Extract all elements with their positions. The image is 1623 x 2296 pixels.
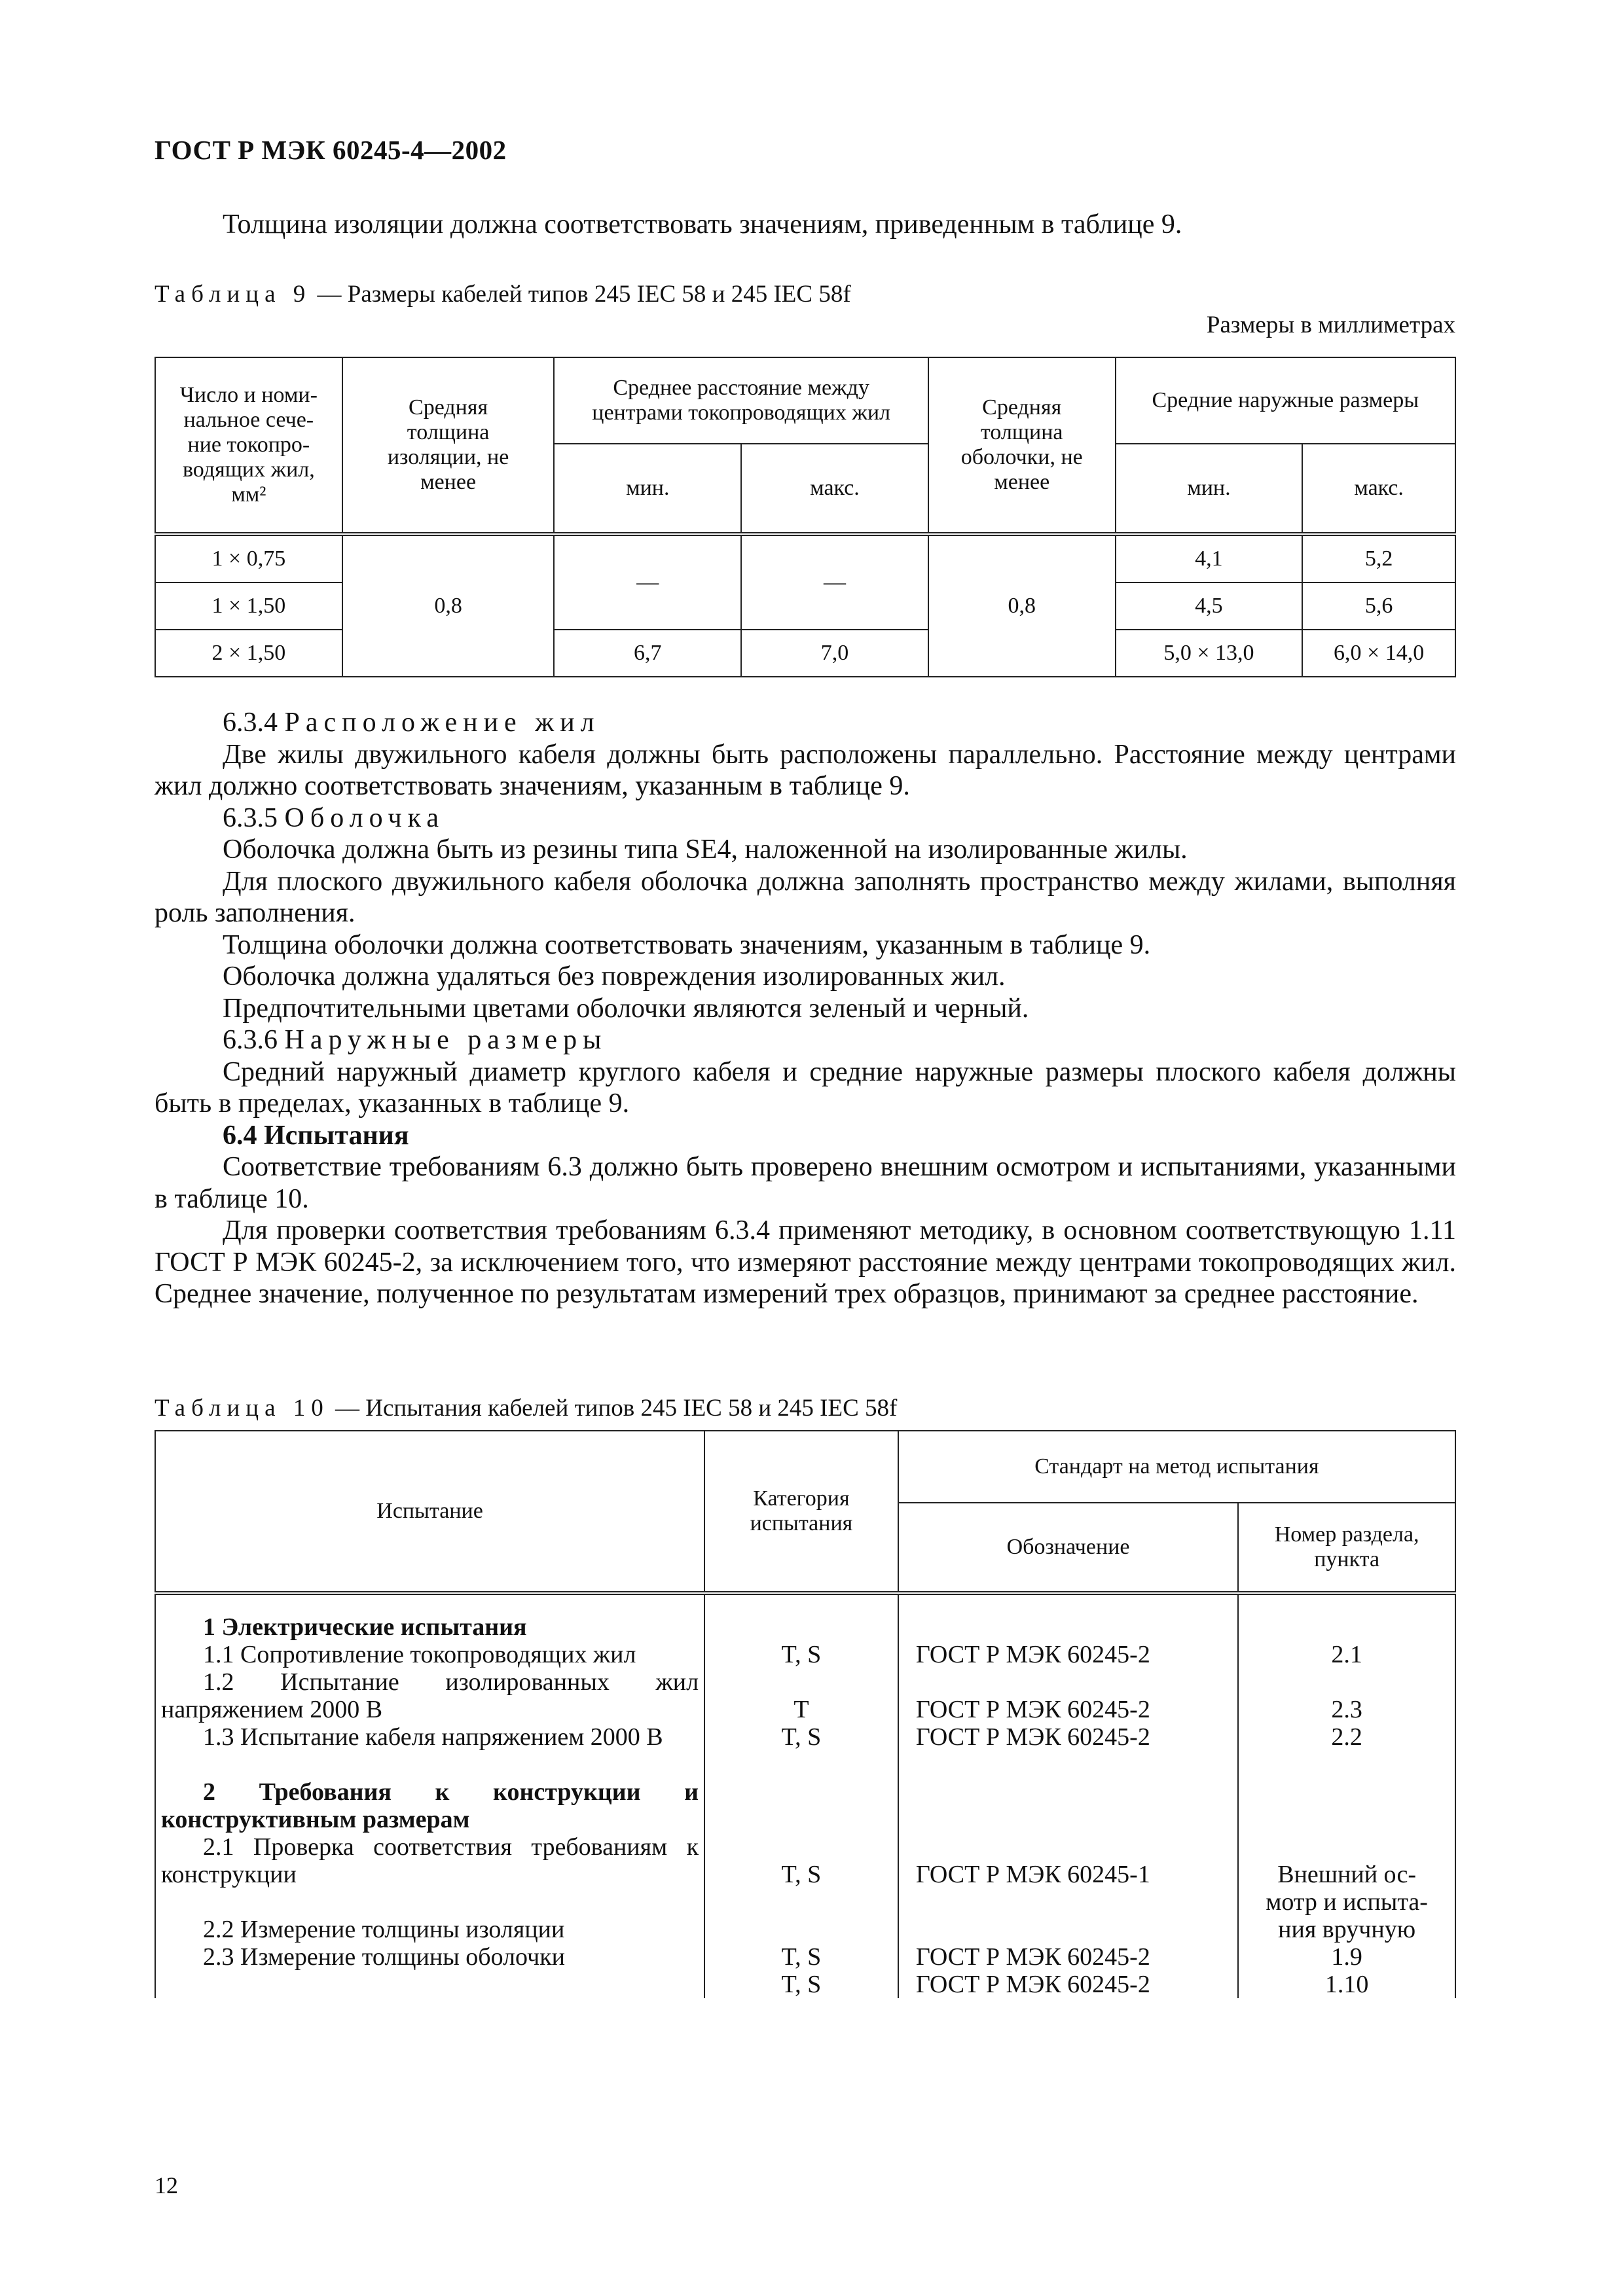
table10-category-column: T, S T T, S T, S T, S T, S — [704, 1593, 898, 1998]
table10-header-category: Категория испытания — [704, 1431, 898, 1593]
table9-cell-out-min: 4,5 — [1116, 583, 1303, 630]
section-heading-6-3-5: 6.3.5 Оболочка — [223, 802, 445, 833]
table9-cell-dist-max-dash: — — [741, 534, 928, 630]
paragraph: Для проверки соответствия требованиям 6.3.4 применяют методику, в основном соответствующую 1.11 ГОСТ Р МЭК 60245-2, за исключением того, что измеряют расстояние между центрами токопроводящих жил. Среднее значение, полученное по результатам измерений трех образцов, принимают за среднее расстояние. — [155, 1215, 1456, 1309]
table10-header-section: Номер раздела, пункта — [1238, 1503, 1455, 1593]
table10-caption-text: — Испытания кабелей типов 245 IEC 58 и 245 IEC 58f — [329, 1395, 898, 1422]
table9-cell-insulation: 0,8 — [342, 534, 555, 677]
section-heading-6-4: 6.4 Испытания — [223, 1120, 409, 1151]
table9-caption-label: Таблица 9 — [155, 281, 312, 308]
table9-caption — [155, 280, 851, 308]
table9-header-insulation: Средняя толщина изоляции, не менее — [342, 357, 555, 534]
section-heading-6-3-4: 6.3.4 Расположение жил — [223, 708, 600, 738]
table9-header-dist-min: мин. — [554, 444, 741, 534]
table9-cell-dist-min-dash: — — [554, 534, 741, 630]
table9-header-outer-max: макс. — [1302, 444, 1455, 534]
table9-cell-out-max: 5,6 — [1302, 583, 1455, 630]
table10-header-standard: Стандарт на метод испытания — [898, 1431, 1455, 1503]
table9-header-sheath: Средняя толщина оболочки, не менее — [928, 357, 1116, 534]
table9-header-outer-min: мин. — [1116, 444, 1303, 534]
page-number: 12 — [155, 2172, 178, 2198]
table10-section-column: 2.1 2.3 2.2 Внешний ос- мотр и испыта- ния вручную 1.9 1.10 — [1238, 1593, 1455, 1998]
table10-caption-label: Таблица 10 — [155, 1395, 329, 1422]
table10-designation-column: ГОСТ Р МЭК 60245-2 ГОСТ Р МЭК 60245-2 ГОСТ Р МЭК 60245-2 ГОСТ Р МЭК 60245-1 ГОСТ Р МЭК 60245-2 ГОСТ Р МЭК 60245-2 — [898, 1593, 1238, 1998]
table9-units: Размеры в миллиметрах — [1206, 312, 1455, 338]
table-row — [155, 534, 1455, 583]
table9-header-section: Число и номи- нальное сече- ние токопро- водящих жил, мм² — [155, 357, 342, 534]
table9-cell-sheath: 0,8 — [928, 534, 1116, 677]
table9-cell-section: 1 × 1,50 — [155, 583, 342, 630]
table9-header-outer: Средние наружные размеры — [1116, 357, 1455, 444]
table9-cell-out-min: 5,0 × 13,0 — [1116, 630, 1303, 677]
table9-cell-out-min: 4,1 — [1116, 534, 1303, 583]
paragraph: Средний наружный диаметр круглого кабеля и средние наружные размеры плоского кабеля должны быть в пределах, указанных в таблице 9. — [155, 1056, 1456, 1119]
table10-header-designation: Обозначение — [898, 1503, 1238, 1593]
paragraph: Две жилы двужильного кабеля должны быть расположены параллельно. Расстояние между центрами жил должно соответствовать значениям, указанным в таблице 9. — [155, 739, 1456, 801]
paragraph: Соответствие требованиям 6.3 должно быть проверено внешним осмотром и испытаниями, указанными в таблице 10. — [155, 1152, 1456, 1214]
table9-cell-dist-max: 7,0 — [741, 630, 928, 677]
paragraph: Для плоского двужильного кабеля оболочка должна заполнять пространство между жилами, выполняя роль заполнения. — [155, 866, 1456, 928]
intro-paragraph: Толщина изоляции должна соответствовать значениям, приведенным в таблице 9. — [223, 209, 1182, 240]
table9-cell-section: 1 × 0,75 — [155, 534, 342, 583]
table-row — [155, 1593, 1455, 1998]
table10-caption — [155, 1394, 897, 1422]
paragraph: Предпочтительными цветами оболочки являются зеленый и черный. — [223, 993, 1029, 1024]
table10-header-test: Испытание — [155, 1431, 704, 1593]
paragraph: Толщина оболочки должна соответствовать значениям, указанным в таблице 9. — [223, 929, 1151, 960]
section-heading-6-3-6: 6.3.6 Наружные размеры — [223, 1025, 608, 1055]
paragraph: Оболочка должна быть из резины типа SE4, наложенной на изолированные жилы. — [223, 834, 1188, 865]
paragraph: Оболочка должна удаляться без повреждения изолированных жил. — [223, 961, 1006, 992]
table9-cell-section: 2 × 1,50 — [155, 630, 342, 677]
body-text — [155, 707, 1456, 1310]
table9-cell-out-max: 6,0 × 14,0 — [1302, 630, 1455, 677]
table10-test-column: 1 Электрические испытания 1.1 Сопротивление токопроводящих жил 1.2 Испытание изолированных жил напряжением 2000 В 1.3 Испытание кабеля напряжением 2000 В 2 Требования к конструкции и конструктивным размерам 2.1 Проверка соответствия требованиям к конструкции 2.2 Измерение толщины изоляции 2.3 Измерение толщины оболочки — [155, 1593, 704, 1998]
table9-cell-dist-min: 6,7 — [554, 630, 741, 677]
table9 — [155, 357, 1456, 677]
document-header-title: ГОСТ Р МЭК 60245-4—2002 — [155, 135, 507, 165]
table9-header-distance: Среднее расстояние между центрами токопроводящих жил — [554, 357, 928, 444]
table10 — [155, 1430, 1456, 1998]
table9-caption-text: — Размеры кабелей типов 245 IEC 58 и 245 IEC 58f — [311, 281, 851, 308]
table9-cell-out-max: 5,2 — [1302, 534, 1455, 583]
table9-header-dist-max: макс. — [741, 444, 928, 534]
